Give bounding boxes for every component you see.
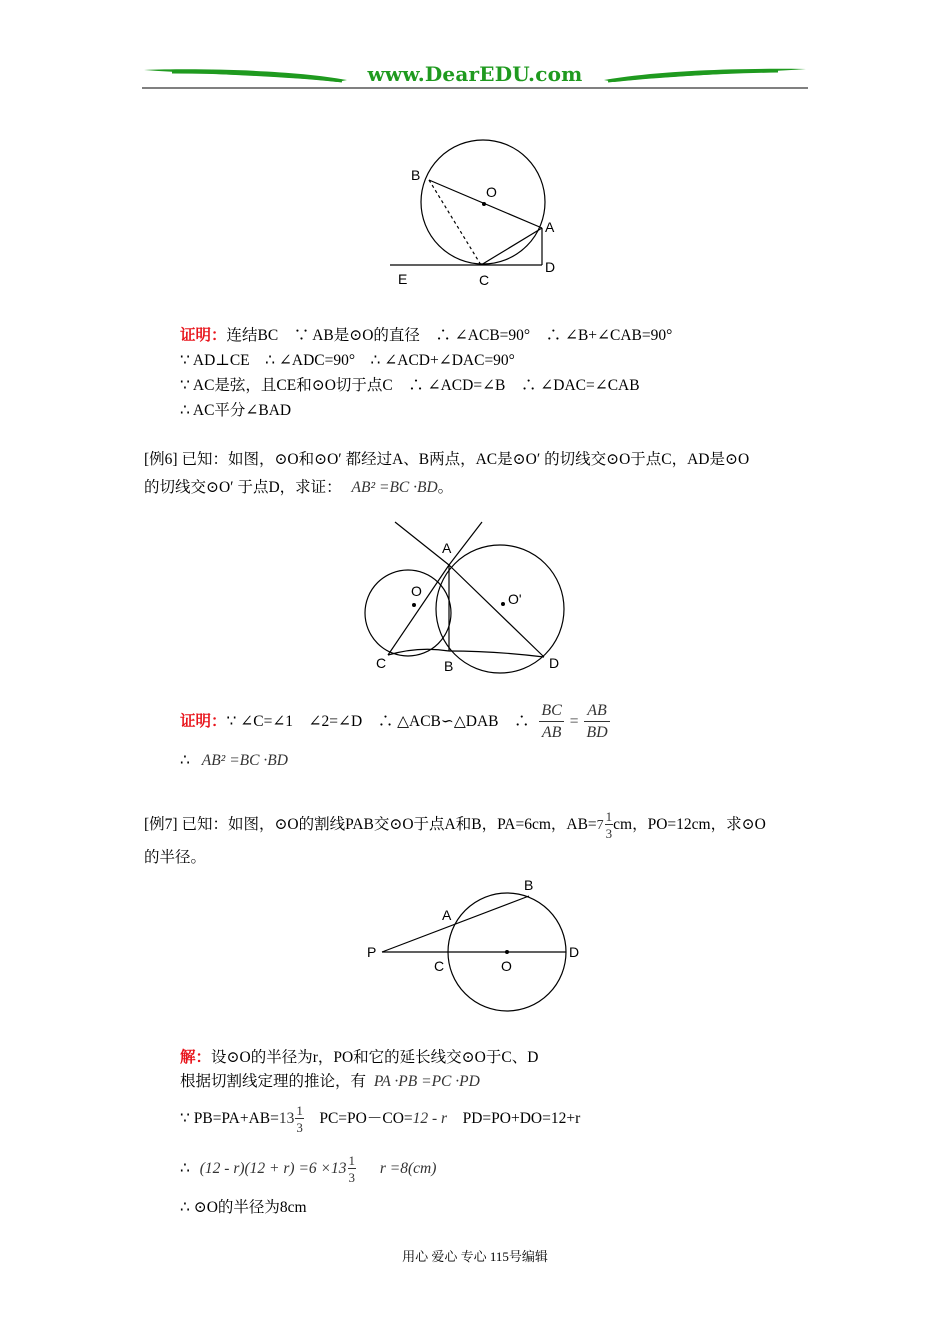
fraction-numerator: 1 [605,809,613,825]
label-d: D [545,259,556,275]
label-o: O [501,958,512,974]
solution-label: 解： [180,1049,212,1066]
radius-result-formula: r =8(cm) [379,1160,437,1177]
equals-sign: = [569,713,579,730]
label-b: B [444,658,454,674]
solution-line1 [180,1048,538,1068]
header-banner [142,60,808,92]
proof-label: 证明： [180,327,227,344]
label-b: B [524,877,534,893]
fraction-bc-ab [539,703,563,741]
fraction-denominator: 3 [296,1120,303,1136]
mixed-fraction [295,1104,304,1134]
label-a: A [442,907,452,923]
label-d: D [549,655,560,671]
label-c: C [479,272,490,288]
proof1-line4: ∴ AC平分∠BAD [180,402,292,419]
page-footer: 用心 爱心 专心 115号编辑 [402,1249,548,1264]
label-d: D [569,944,580,960]
pc-formula: 12 - r [412,1110,448,1127]
label-c: C [434,958,445,974]
solution-pc-text: PC=PO－CO= [303,1110,413,1127]
fraction-numerator: 1 [348,1153,356,1169]
proof1-line1-text: 连结BC ∵ AB是⊙O的直径 ∴ ∠ACB=90° ∴ ∠B+∠CAB=90° [226,327,673,344]
solution-line5: ∴ ⊙O的半径为8cm [180,1199,307,1216]
proof2-text: ∵ ∠C=∠1 ∠2=∠D ∴ △ACB∽△DAB ∴ [226,713,530,730]
example7-text-b: cm，PO=12cm，求⊙O [613,816,766,833]
label-b: B [411,167,421,183]
proof2-formula: AB² =BC ·BD [201,752,288,769]
label-e: E [398,271,408,287]
fraction-numerator: AB [584,703,609,722]
label-o-prime: O' [508,591,522,607]
example7-text-a: [例7] 已知：如图，⊙O的割线PAB交⊙O于点A和B，PA=6cm，AB= [144,816,597,833]
solution-line3 [180,1100,580,1138]
proof-label: 证明： [180,713,227,730]
solution-line1-text: 设⊙O的半径为r，PO和它的延长线交⊙O于C、D [211,1049,539,1066]
fraction-denominator: AB [541,724,562,742]
solution-pd-text: PD=PO+DO=12+r [447,1110,581,1127]
solution-pb-text: ∵ PB=PA+AB= [180,1110,279,1127]
proof2-line2 [180,751,288,771]
fraction-numerator: BC [539,703,563,722]
mixed-number-whole: 7 [596,818,604,833]
secant-formula: PA ·PB =PC ·PD [373,1073,480,1090]
proof1-line1 [180,326,672,346]
fraction-ab-bd [584,703,609,741]
mixed-number-whole: 13 [278,1110,295,1127]
label-o: O [486,184,497,200]
therefore-symbol: ∴ [180,1160,190,1177]
fraction-denominator: 3 [605,826,613,842]
label-a: A [442,540,452,556]
figure-2-two-circles [355,518,580,678]
therefore-symbol: ∴ [180,752,190,769]
example7-line1 [144,808,766,843]
example6-line2-text: 的切线交⊙O′ 于点D，求证： [144,479,342,496]
figure-3-secant [362,876,587,1014]
example6-period: 。 [437,479,454,496]
proof2-line1 [180,700,610,744]
example7-line2: 的半径。 [144,849,207,866]
fraction-numerator: 1 [296,1103,303,1119]
figure-1-circle-tangent [385,138,560,290]
solution-line2-text: 根据切割线定理的推论，有 [180,1073,367,1090]
solution-line2 [180,1072,480,1092]
fraction-denominator: BD [586,724,608,742]
circle-o [421,140,545,264]
solution-line4 [180,1150,436,1188]
fraction-denominator: 3 [348,1170,356,1186]
site-name: www.DearEDU.com [367,62,583,86]
proof1-line2: ∵ AD⊥CE ∴ ∠ADC=90° ∴ ∠ACD+∠DAC=90° [180,352,515,369]
example6-line1: [例6] 已知：如图，⊙O和⊙O′ 都经过A、B两点，AC是⊙O′ 的切线交⊙O于点C，AD是⊙O [144,451,750,468]
mixed-fraction [348,1154,357,1184]
label-c: C [376,655,387,671]
label-a: A [545,219,555,235]
proof1-line3: ∵ AC是弦，且CE和⊙O切于点C ∴ ∠ACD=∠B ∴ ∠DAC=∠CAB [180,377,640,394]
label-o: O [411,583,422,599]
label-p: P [367,944,377,960]
example6-formula: AB² =BC ·BD [351,479,438,496]
example6-line2 [144,478,453,498]
equation-formula: (12 - r)(12 + r) =6 ×13 [199,1160,347,1177]
mixed-fraction [605,810,614,840]
